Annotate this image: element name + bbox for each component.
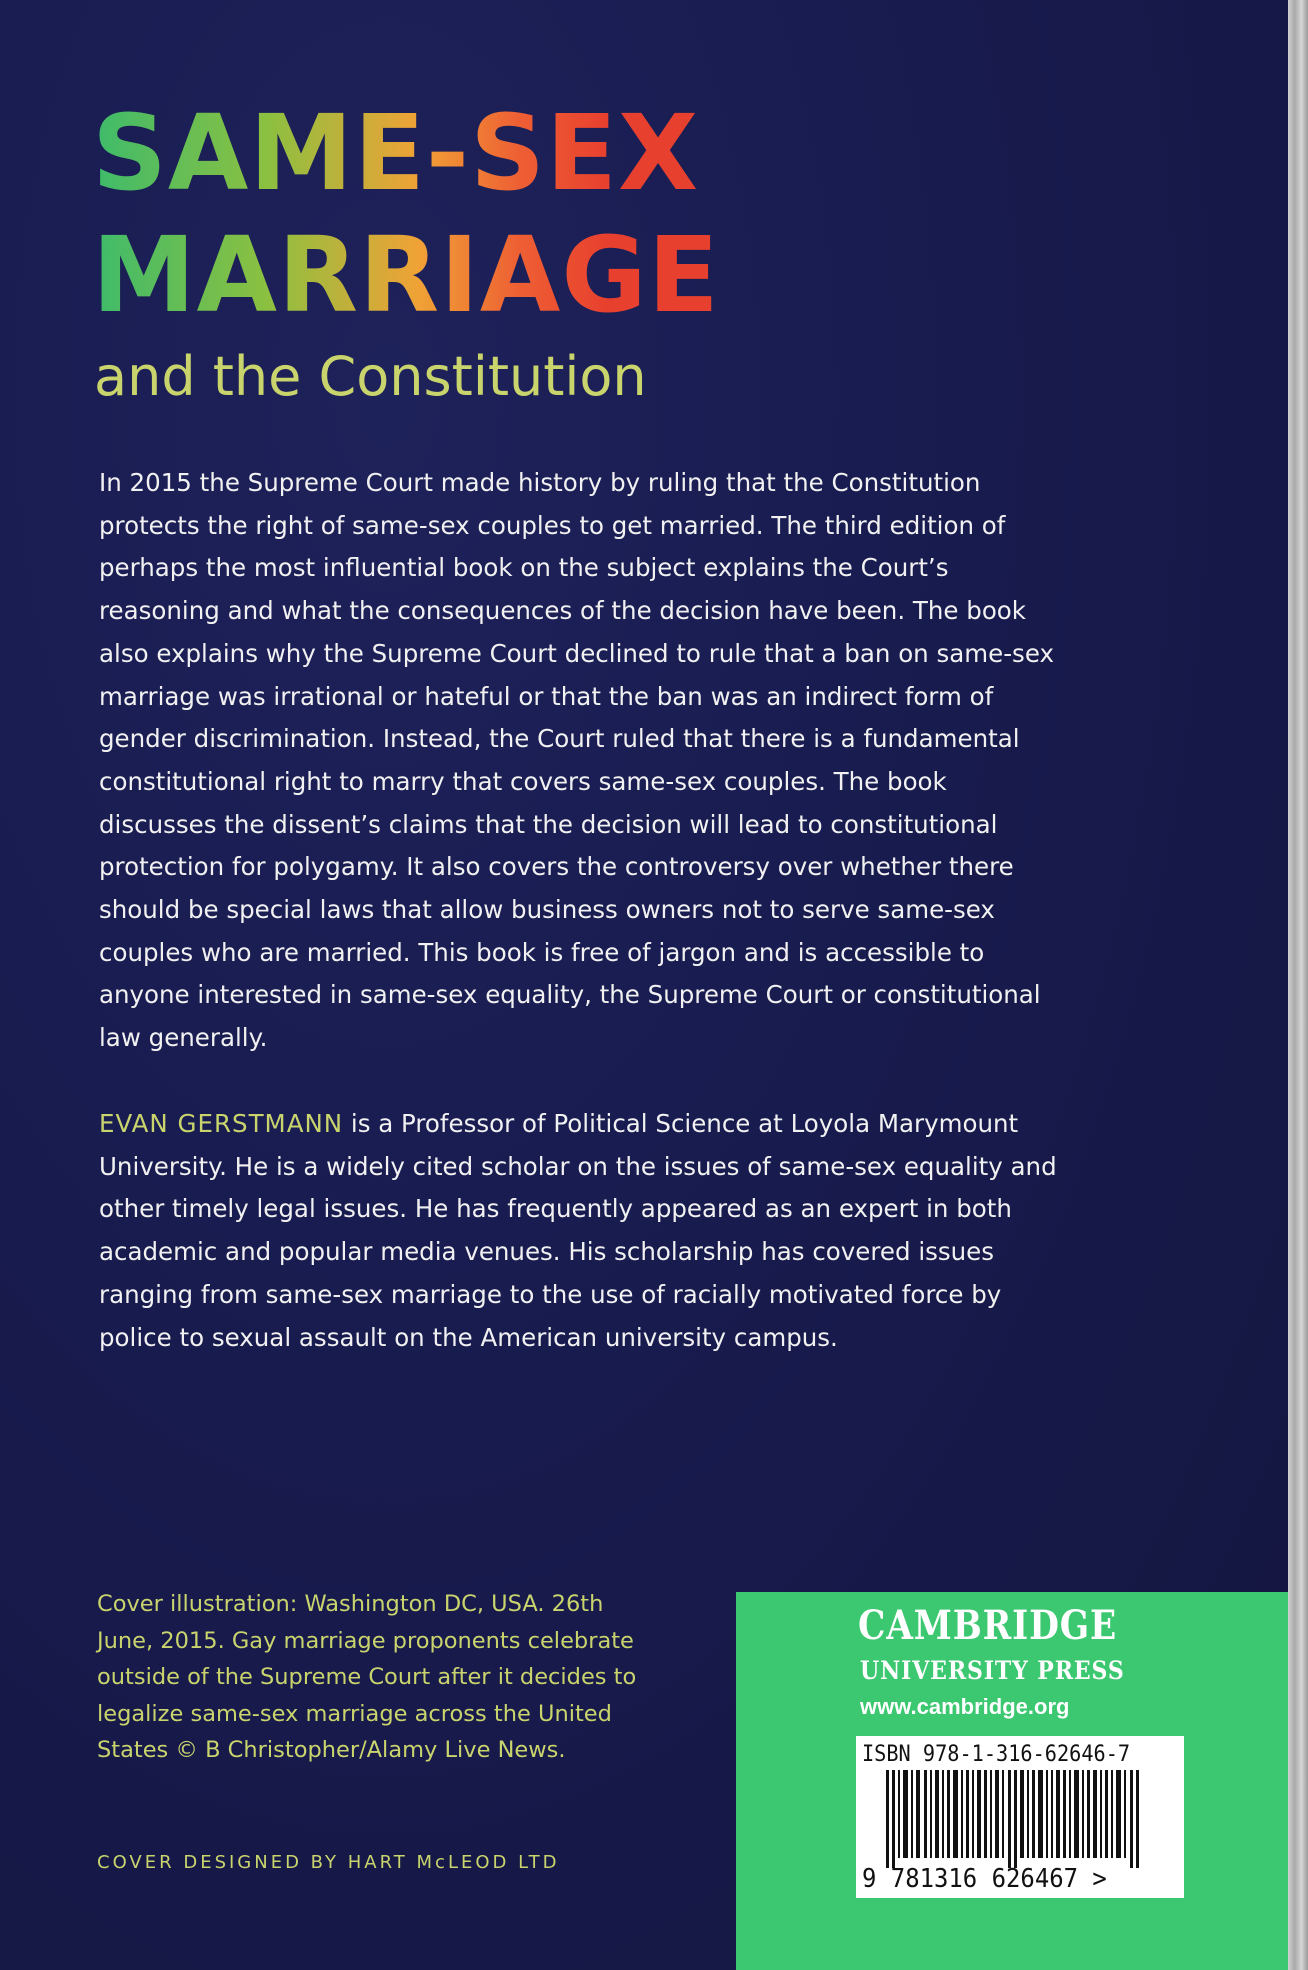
book-blurb: In 2015 the Supreme Court made history by ruling that the Constitution protects the right of same-sex couples to get married. The third edition of perhaps the most influential book on the subject explains the Court’s reasoning and what the consequences of the decision have been. The book also explains why the Supreme Court declined to rule that a ban on same-sex marriage was irrational or hateful or that the ban was an indirect form of gender discrimination. Instead, the Court ruled that there is a fundamental constitutional right to marry that covers same-sex couples. The book discusses the dissent’s claims that the decision will lead to constitutional protection for polygamy. It also covers the controversy over whether there should be special laws that allow business owners not to serve same-sex couples who are married. This book is free of jargon and is accessible to anyone interested in same-sex equality, the Supreme Court or constitutional law generally. [99, 468, 1054, 1053]
publisher-url: www.cambridge.org [860, 1694, 1070, 1719]
isbn-barcode [856, 1736, 1184, 1898]
barcode-number: 9 781316 626467 > [862, 1864, 1107, 1894]
book-title [92, 92, 720, 336]
author-bio-text: is a Professor of Political Science at Loyola Marymount University. He is a widely cited scholar on the issues of same-sex equality and other timely legal issues. He has frequently appeared as an expert in both academic and popular media venues. His scholarship has covered issues ranging from same-sex marriage to the use of racially motivated force by police to sexual assault on the American university campus. [99, 1109, 1057, 1352]
barcode-bars [856, 1770, 1184, 1868]
publisher-panel [736, 1592, 1288, 1970]
cover-illustration-credit: Cover illustration: Washington DC, USA. 26th June, 2015. Gay marriage proponents celebrate outside of the Supreme Court after it decides to legalize same-sex marriage across the United States © B Christopher/Alamy Live News. [97, 1591, 637, 1763]
author-bio [99, 1103, 1059, 1359]
publisher-logo-subname: UNIVERSITY PRESS [860, 1656, 1125, 1685]
designer-credit: COVER DESIGNED BY HART McLEOD LTD [97, 1852, 560, 1873]
page-edge [1286, 0, 1308, 1970]
book-subtitle: and the Constitution [94, 345, 647, 408]
isbn-label: ISBN 978-1-316-62646-7 [862, 1742, 1131, 1767]
title-line-2: MARRIAGE [92, 214, 720, 336]
author-name: EVAN GERSTMANN [99, 1109, 344, 1138]
publisher-logo-name: CAMBRIDGE [858, 1602, 1118, 1649]
title-line-1: SAME-SEX [92, 92, 700, 214]
